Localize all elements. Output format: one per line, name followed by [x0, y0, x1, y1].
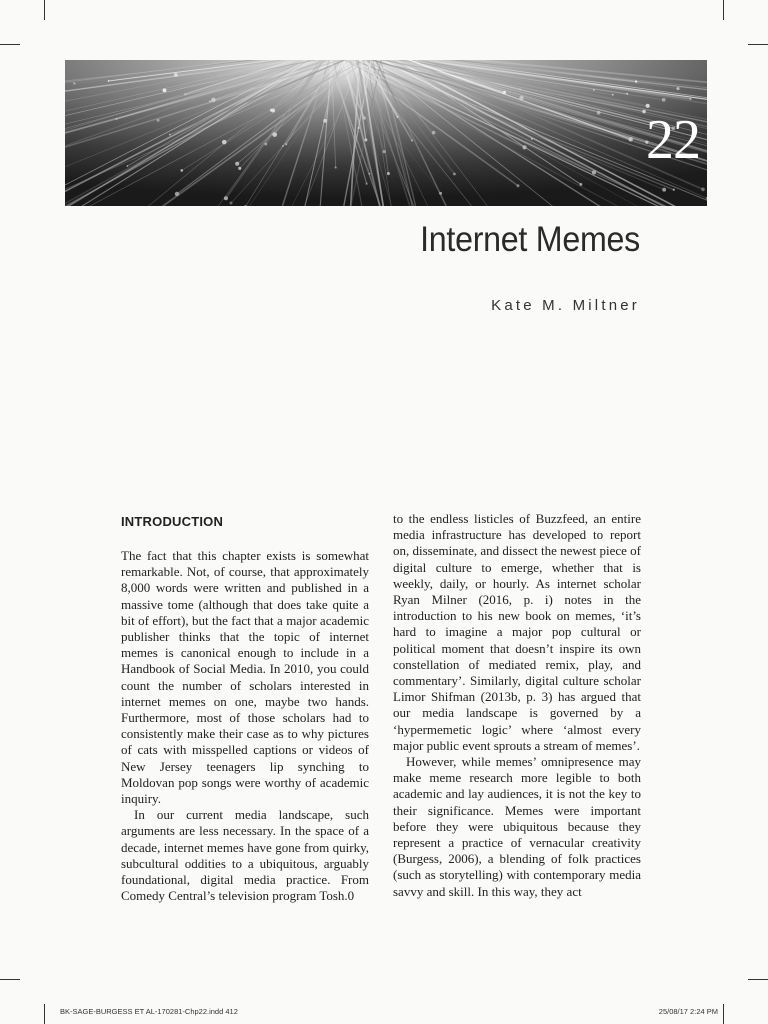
- paragraph: However, while memes’ omnipresence may make meme research more legible to both academic and lay audiences, it is not the key to their significance. Memes were important before they were ubiquitous because they represent a practice of vernacular creativity (Burgess, 2006), a blending of folk practices (such as storytelling) with contemporary media savvy and skill. In this way, they act: [393, 754, 641, 899]
- crop-mark: [44, 1004, 45, 1024]
- chapter-number: 22: [646, 109, 700, 171]
- chapter-title: Internet Memes: [420, 220, 640, 259]
- paragraph: to the endless listicles of Buzzfeed, an entire media infrastructure has developed to report on, disseminate, and dissect the newest piece of digital culture to emerge, whether that is weekly, daily, or hourly. As internet scholar Ryan Milner (2016, p. i) notes in the introduction to his new book on memes, ‘it’s hard to imagine a major pop cultural or political moment that doesn’t inspire its own constellation of mediated remix, play, and commentary’. Similarly, digital culture scholar Limor Shifman (2013b, p. 3) has argued that our media landscape is governed by a ‘hypermemetic logic’ where ‘almost every major public event sprouts a stream of memes’.: [393, 511, 642, 753]
- crop-mark: [748, 979, 768, 980]
- crop-mark: [0, 44, 20, 45]
- paragraph: The fact that this chapter exists is somewhat remarkable. Not, of course, that approximately 8,000 words were written and published in a massive tome (although that does take quite a bit of effort), but the fact that a major academic publisher thinks that the topic of internet memes is canonical enough to include in a Handbook of Social Media. In 2010, you could count the number of scholars interested in internet memes on one, maybe two hands. Furthermore, most of those scholars had to consistently make their case as to why pictures of cats with misspelled captions or videos of New Jersey teenagers lip synching to Moldovan pop songs were worthy of academic inquiry.: [121, 548, 369, 807]
- crop-mark: [748, 44, 768, 45]
- text-column-left: [121, 511, 369, 904]
- crop-mark: [44, 0, 45, 20]
- crop-mark: [0, 979, 20, 980]
- section-heading: INTRODUCTION: [121, 514, 224, 529]
- crop-mark: [723, 1004, 724, 1024]
- crop-mark: [723, 0, 724, 20]
- text-column-right: [393, 511, 641, 900]
- footer-file-info: BK-SAGE-BURGESS ET AL-170281-Chp22.indd 412: [60, 1007, 238, 1016]
- chapter-banner-image: [65, 60, 707, 206]
- footer-timestamp: 25/08/17 2:24 PM: [658, 1007, 718, 1016]
- paragraph: In our current media landscape, such arguments are less necessary. In the space of a decade, internet memes have gone from quirky, subcultural oddities to a ubiquitous, arguably foundational, digital media practice. From Comedy Central’s television program Tosh.0: [121, 807, 369, 904]
- chapter-author: Kate M. Miltner: [491, 297, 640, 314]
